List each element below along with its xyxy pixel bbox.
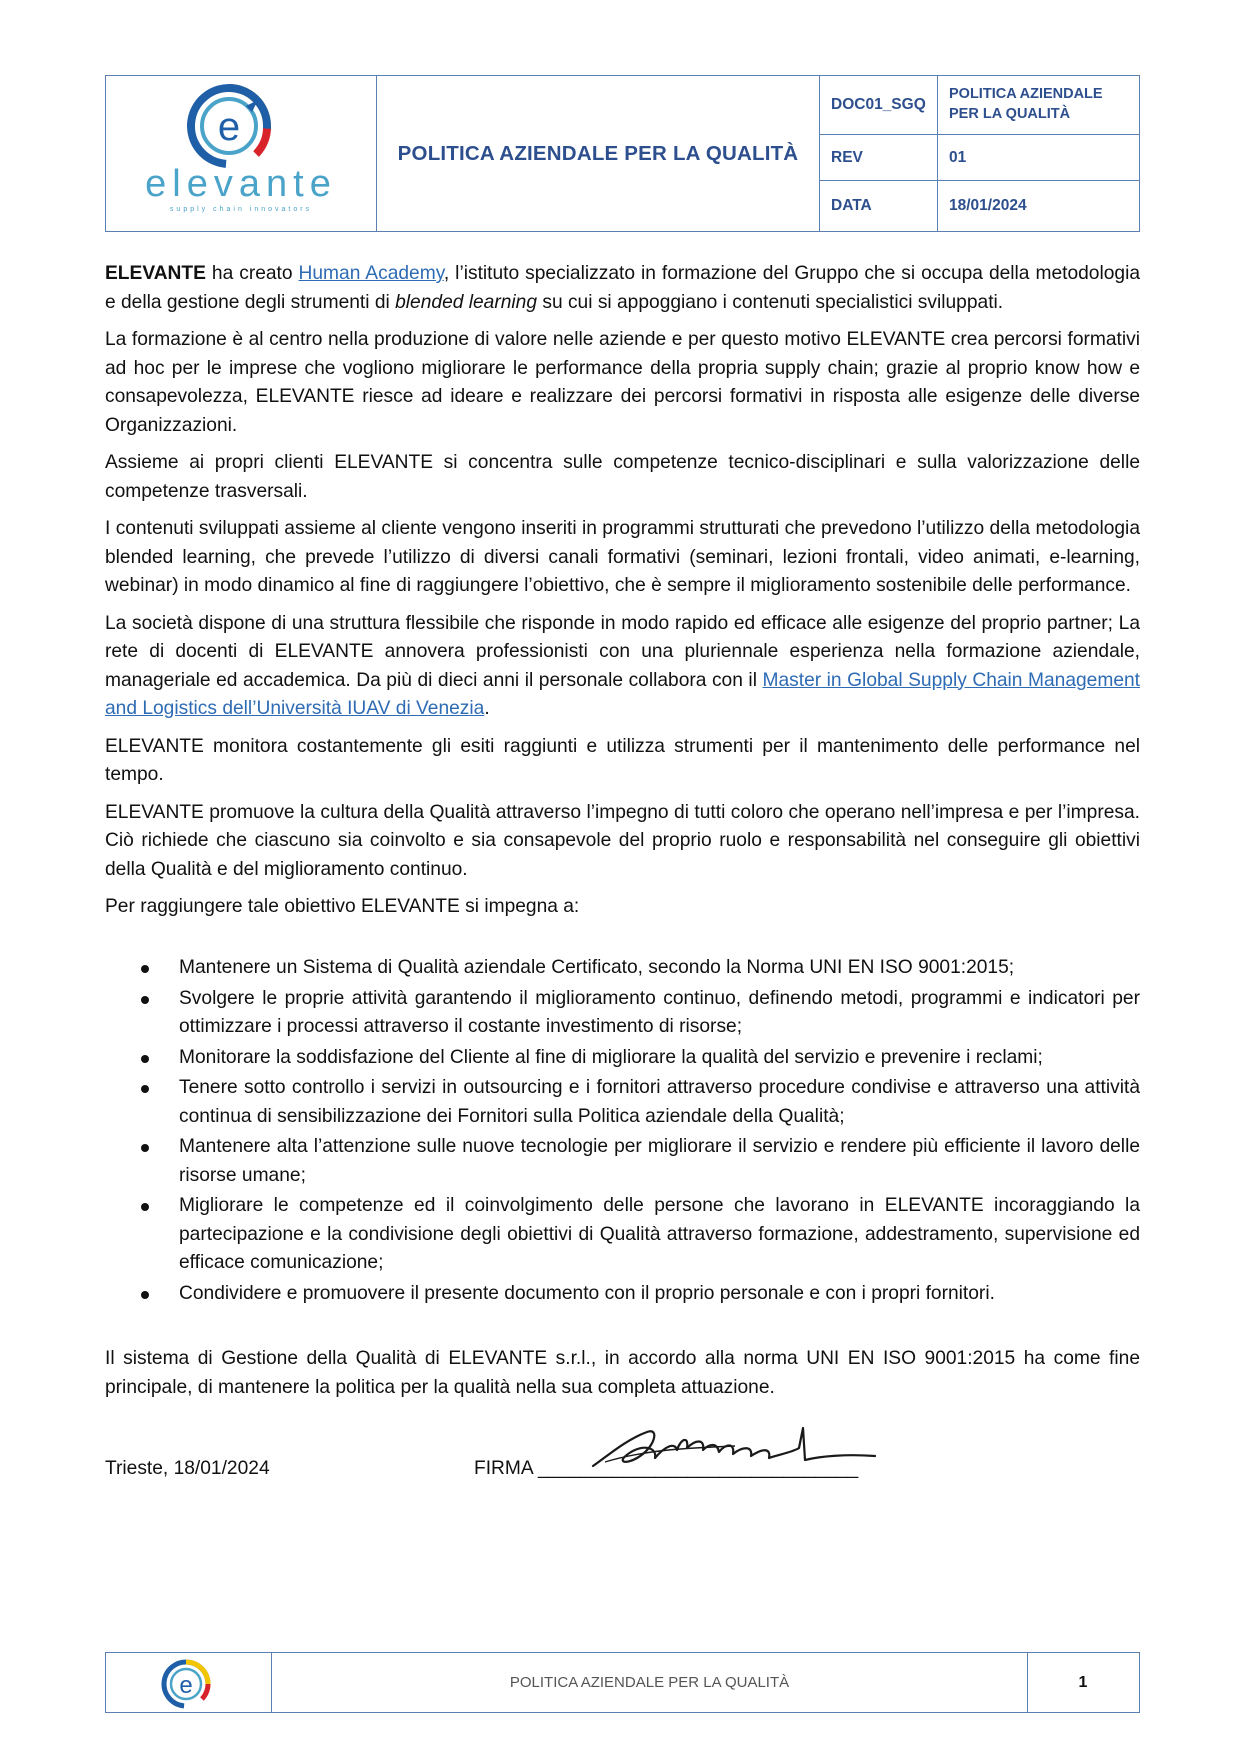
master-iuav-link[interactable]: Master in Global Supply Chain Management and Logistics dell’Università IUAV di Venezia — [105, 669, 1140, 719]
date-value: 18/01/2024 — [949, 197, 1027, 214]
paragraph-contenuti: I contenuti sviluppati assieme al cliente vengono inseriti in programmi strutturati che prevedono l’utilizzo della metodologia blended learning, che prevede l’utilizzo di diversi canali formativi (seminari, lezioni frontali, video animati, e-learning, webinar) in modo dinamico al fine di raggiungere l’obiettivo, che è sempre il miglioramento sostenibile delle performance. — [105, 518, 1140, 596]
list-item: Monitorare la soddisfazione del Cliente al fine di migliorare la qualità del servizio e prevenire i reclami; — [105, 1044, 1140, 1073]
svg-text:e: e — [217, 105, 241, 149]
bullet-icon — [141, 1085, 149, 1093]
date-label: DATA — [831, 197, 872, 214]
logo-wordmark: elevante — [145, 163, 337, 205]
list-item: Migliorare le competenze ed il coinvolgimento delle persone che lavorano in ELEVANTE incoraggiando la partecipazione e la condivisione degli obiettivi di Qualità attraverso formazione, addestramento, supervisione ed efficace comunicazione; — [105, 1192, 1140, 1278]
paragraph-monitoraggio: ELEVANTE monitora costantemente gli esiti raggiunti e utilizza strumenti per il mantenimento delle performance nel tempo. — [105, 735, 1140, 785]
paragraph-competenze: Assieme ai propri clienti ELEVANTE si concentra sulle competenze tecnico-disciplinari e sulla valorizzazione delle competenze trasversali. — [105, 452, 1140, 502]
bullet-icon — [141, 1203, 149, 1211]
footer-title: POLITICA AZIENDALE PER LA QUALITÀ — [509, 1674, 790, 1691]
list-item: Mantenere alta l’attenzione sulle nuove tecnologie per migliorare il servizio e rendere più efficiente il lavoro delle risorse umane; — [105, 1133, 1140, 1190]
bullet-icon — [141, 1144, 149, 1152]
header-table — [105, 75, 1140, 232]
svg-text:e: e — [179, 1672, 193, 1699]
list-item: Condividere e promuovere il presente documento con il proprio personale e con i propri fornitori. — [105, 1280, 1140, 1309]
footer-logo-icon — [156, 1656, 216, 1711]
logo-cell — [106, 76, 376, 231]
list-item: Svolgere le proprie attività garantendo il miglioramento continuo, definendo metodi, programmi e indicatori per ottimizzare i processi attraverso il costante investimento di risorse; — [105, 985, 1140, 1042]
document-title: POLITICA AZIENDALE PER LA QUALITÀ — [397, 141, 799, 165]
page-number: 1 — [1078, 1673, 1088, 1691]
bullet-icon — [141, 1055, 149, 1063]
paragraph-formazione: La formazione è al centro nella produzione di valore nelle aziende e per questo motivo ELEVANTE crea percorsi formativi ad hoc per le imprese che vogliono migliorare le performance della propria supply chain; grazie al proprio know how e consapevolezza, ELEVANTE riesce ad ideare e realizzare dei percorsi formativi in risposta alle esigenze delle diverse Organizzazioni. — [105, 329, 1140, 436]
paragraph-cultura: ELEVANTE promuove la cultura della Qualità attraverso l’impegno di tutti coloro che operano nell’impresa e per l’impresa. Ciò richiede che ciascuno sia coinvolto e sia consapevole del proprio ruolo e responsabilità nel conseguire gli obiettivi della Qualità e del miglioramento continuo. — [105, 801, 1140, 880]
list-item: Tenere sotto controllo i servizi in outsourcing e i fornitori attraverso procedure condivise e attraverso una attività continua di sensibilizzazione dei Fornitori sulla Politica aziendale della Qualità; — [105, 1074, 1140, 1131]
handwritten-signature — [585, 1418, 885, 1478]
logo-tagline: supply chain innovators — [169, 206, 313, 213]
bullet-icon — [141, 996, 149, 1004]
elevante-logo — [106, 76, 376, 231]
firma-label: FIRMA — [474, 1458, 533, 1479]
revision-value: 01 — [949, 148, 967, 166]
footer-table — [105, 1652, 1140, 1713]
policy-body — [105, 260, 1140, 922]
paragraph-impegno: Per raggiungere tale obiettivo ELEVANTE si impegna a: — [105, 896, 580, 917]
doc-code-value: POLITICA AZIENDALE PER LA QUALITÀ — [949, 86, 1103, 122]
doc-code-label: DOC01_SGQ — [831, 96, 926, 113]
bullet-icon — [141, 965, 149, 973]
signature-line: ______________________________ — [537, 1458, 859, 1479]
place-date: Trieste, 18/01/2024 — [105, 1458, 270, 1479]
human-academy-link[interactable]: Human Academy — [298, 263, 444, 284]
bullet-icon — [141, 1291, 149, 1299]
list-item: Mantenere un Sistema di Qualità aziendale Certificato, secondo la Norma UNI EN ISO 9001:2015; — [105, 954, 1140, 983]
commitment-list — [105, 954, 1140, 1310]
closing-paragraph: Il sistema di Gestione della Qualità di ELEVANTE s.r.l., in accordo alla norma UNI EN ISO 9001:2015 ha come fine principale, di mantenere la politica per la qualità nella sua completa attuazione. — [105, 1348, 1140, 1398]
paragraph-struttura: La società dispone di una struttura flessibile che risponde in modo rapido ed efficace alle esigenze del proprio partner; La rete di docenti di ELEVANTE annovera professionisti con una pluriennale esperienza nella formazione aziendale, manageriale ed accademica. Da più di dieci anni il personale collabora con il Master in Global Supply Chain Management and Logistics dell’Università IUAV di Venezia. — [105, 612, 1140, 719]
revision-label: REV — [831, 148, 863, 166]
logo-mark-icon — [188, 85, 270, 167]
paragraph-intro: ELEVANTE ha creato Human Academy, l’istituto specializzato in formazione del Gruppo che si occupa della metodologia e della gestione degli strumenti di blended learning su cui si appoggiano i contenuti specialistici sviluppati. — [105, 263, 1141, 313]
